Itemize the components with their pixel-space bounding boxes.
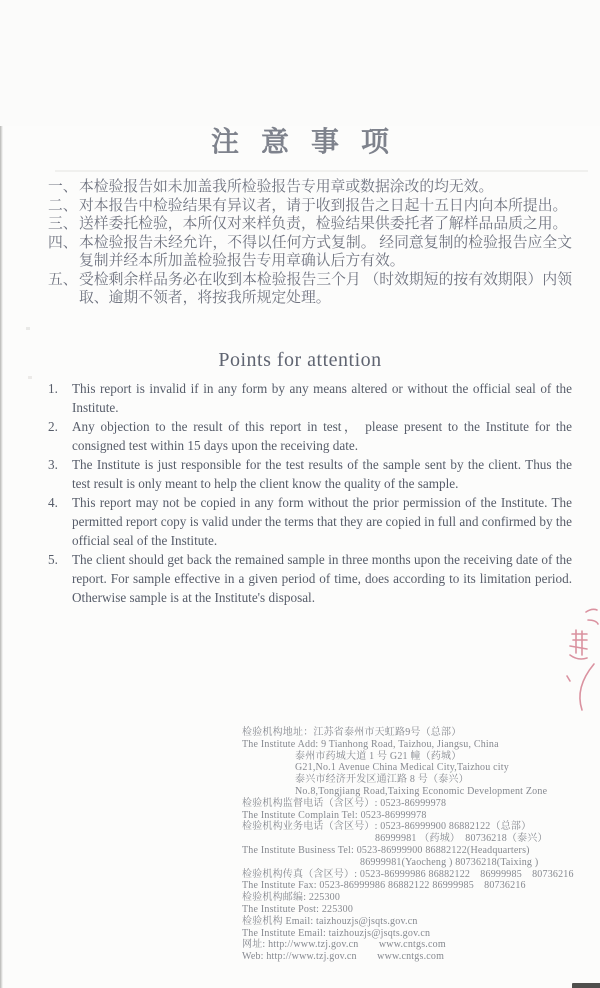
contact-line: 泰兴市经济开发区通江路 8 号（泰兴） <box>295 774 469 786</box>
english-note-item <box>48 550 572 607</box>
contact-line: Web: http://www.tzj.gov.cn www.cntgs.com <box>242 951 445 963</box>
contact-block <box>242 727 572 963</box>
page-title-text: 注意事项 <box>210 126 411 157</box>
contact-line: The Institute Email: taizhouzjs@jsqts.gov.cn <box>242 927 431 939</box>
english-note-item <box>48 379 572 417</box>
english-note-item <box>48 417 572 455</box>
scanned-report-page <box>0 126 600 988</box>
contact-line: 检验机构邮编: 225300 <box>242 892 341 904</box>
scan-smudge <box>26 327 30 330</box>
note-text: The Institute is just responsible for the test results of the sample sent by the client. Thus the test result is only meant to help the client know the quality of the sample. <box>72 456 572 491</box>
contact-line: No.8,Tongjiang Road,Taixing Economic Development Zone <box>295 785 548 797</box>
scan-line-artifact <box>55 170 588 172</box>
note-number: 四、 <box>48 234 78 251</box>
note-text: 本检验报告如未加盖我所检验报告专用章或数据涂改的均无效。 <box>79 179 494 195</box>
scan-smudge <box>28 376 32 379</box>
note-text: 送样委托检验，本所仅对来样负责，检验结果供委托者了解样品品质之用。 <box>79 216 568 232</box>
contact-line: 检验机构业务电话（含区号）: 0523-86999900 86882122（总部） <box>242 821 532 833</box>
scan-corner-artifact <box>572 983 600 988</box>
english-note-item <box>48 493 572 550</box>
note-text: 本检验报告未经允许，不得以任何方式复制。 经同意复制的检验报告应全文复制并经本所加盖检验报告专用章确认后方有效。 <box>79 234 572 269</box>
contact-line: 检验机构监督电话（含区号）: 0523-86999978 <box>242 797 447 809</box>
notes-chinese <box>48 178 572 308</box>
page-title-english: Points for attention <box>218 348 382 371</box>
note-text: This report is invalid if in any form by any means altered or without the official seal of the Institute. <box>72 380 572 415</box>
note-number: 二、 <box>48 197 78 214</box>
contact-line: The Institute Fax: 0523-86999986 86882122 86999985 80736216 <box>242 880 526 892</box>
page-title-chinese <box>0 126 600 158</box>
note-text: The client should get back the remained sample in three months upon the receiving date of the report. For sample effective in a given period of time, does according to its limitation period. Otherwise sample is at the Institute's disposal. <box>72 551 572 605</box>
note-number: 4. <box>48 494 58 510</box>
chinese-note-item <box>48 197 572 216</box>
contact-line: 86999981 （药城） 80736218（泰兴） <box>375 833 548 845</box>
notes-english <box>48 379 572 607</box>
contact-line: The Institute Complain Tel: 0523-86999978 <box>242 809 427 821</box>
contact-line: 检验机构 Email: taizhouzjs@jsqts.gov.cn <box>242 915 418 927</box>
english-note-item <box>48 455 572 493</box>
chinese-note-item <box>48 215 572 234</box>
contact-line: G21,No.1 Avenue China Medical City,Taizhou city <box>295 762 509 774</box>
contact-line: 检验机构地址：江苏省泰州市天虹路9号（总部） <box>242 727 462 738</box>
contact-line: 检验机构传真（含区号）: 0523-86999986 86882122 86999985 80736216 <box>242 868 574 880</box>
note-number: 一、 <box>48 179 78 195</box>
chinese-note-item <box>48 271 572 308</box>
contact-line: 网址: http://www.tzj.gov.cn www.cntgs.com <box>242 939 446 951</box>
note-text: 对本报告中检验结果有异议者，请于收到报告之日起十五日内向本所提出。 <box>79 197 568 214</box>
scan-edge-artifact <box>0 126 3 988</box>
note-number: 5. <box>48 551 58 567</box>
note-number: 五、 <box>48 271 78 288</box>
red-seal-fragment <box>560 604 600 716</box>
contact-line: 泰州市药城大道 1 号 G21 幢（药城） <box>295 750 462 762</box>
contact-line: The Institute Post: 225300 <box>242 903 354 915</box>
contact-line: 86999981(Yaocheng ) 80736218(Taixing ) <box>360 856 539 868</box>
note-number: 1. <box>48 380 58 396</box>
note-number: 3. <box>48 456 58 472</box>
contact-line: The Institute Add: 9 Tianhong Road, Taizhou, Jiangsu, China <box>242 738 499 750</box>
note-text: Any objection to the result of this report in test， please present to the Institute for the consigned test within 15 days upon the receiving date. <box>72 418 572 453</box>
note-text: 受检剩余样品务必在收到本检验报告三个月 （时效期短的按有效期限）内领取、逾期不领者，将按我所规定处理。 <box>79 271 572 306</box>
chinese-note-item <box>48 234 572 271</box>
note-text: This report may not be copied in any form without the prior permission of the Institute. The permitted report copy is valid under the terms that they are copied in full and confirmed by the official seal of the Institute. <box>72 494 572 548</box>
contact-line: The Institute Business Tel: 0523-86999900 86882122(Headquarters) <box>242 844 530 856</box>
note-number: 三、 <box>48 216 78 232</box>
note-number: 2. <box>48 418 58 434</box>
chinese-note-item <box>48 178 572 197</box>
